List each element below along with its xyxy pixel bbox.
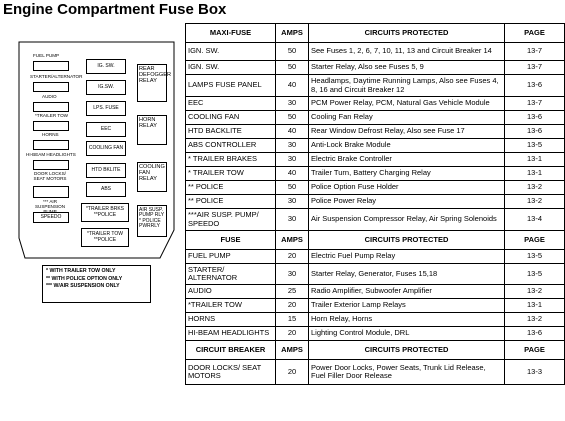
circuits-protected: Horn Relay, Horns — [309, 313, 505, 327]
fuse-label-hi-beam: HI-BEAM HEADLIGHTS — [26, 152, 76, 157]
table-row — [186, 181, 565, 195]
column-header: FUSE — [186, 231, 276, 250]
page-ref: 13-5 — [505, 250, 565, 264]
page-ref: 13-2 — [505, 195, 565, 209]
column-header: CIRCUITS PROTECTED — [309, 24, 505, 43]
fuse-label-audio: AUDIO — [42, 94, 57, 99]
fuse-amps: 50 — [276, 61, 309, 75]
column-header: MAXI-FUSE — [186, 24, 276, 43]
page-ref: 13-5 — [505, 264, 565, 285]
fuse-amps: 30 — [276, 97, 309, 111]
page-ref: 13-6 — [505, 111, 565, 125]
table-row — [186, 327, 565, 341]
fuse-name: STARTER/ ALTERNATOR — [186, 264, 276, 285]
fuse-amps: 30 — [276, 153, 309, 167]
circuits-protected: Police Power Relay — [309, 195, 505, 209]
fuse-trailer-tow-police: *TRAILER TOW **POLICE — [81, 228, 129, 247]
table-row — [186, 61, 565, 75]
table-row — [186, 313, 565, 327]
circuits-protected: Electric Brake Controller — [309, 153, 505, 167]
fuse-name: ** POLICE — [186, 181, 276, 195]
relay-cooling-fan: COOLING FAN RELAY — [137, 162, 167, 192]
fuse-name: ***AIR SUSP. PUMP/ SPEEDO — [186, 209, 276, 231]
page-ref: 13-3 — [505, 360, 565, 385]
fuse-amps: 40 — [276, 75, 309, 97]
fuse-name: FUEL PUMP — [186, 250, 276, 264]
page-ref: 13-6 — [505, 125, 565, 139]
fuse-name: * TRAILER BRAKES — [186, 153, 276, 167]
page-ref: 13-7 — [505, 97, 565, 111]
table-row — [186, 360, 565, 385]
column-header: PAGE — [505, 231, 565, 250]
fuse-amps: 30 — [276, 139, 309, 153]
fuse-lps: LPS. FUSE — [86, 101, 126, 116]
circuits-protected: Power Door Locks, Power Seats, Trunk Lid Release, Fuel Filler Door Release — [309, 360, 505, 385]
circuits-protected: Radio Amplifier, Subwoofer Amplifier — [309, 285, 505, 299]
fuse-name: ** POLICE — [186, 195, 276, 209]
fuse-amps: 30 — [276, 195, 309, 209]
fuse-table — [185, 23, 565, 385]
header-row-fuse — [186, 231, 565, 250]
circuits-protected: See Fuses 1, 2, 6, 7, 10, 11, 13 and Circuit Breaker 14 — [309, 43, 505, 61]
fuse-amps: 20 — [276, 250, 309, 264]
fuse-label-horns: HORNS — [42, 132, 59, 137]
table-row — [186, 264, 565, 285]
legend-item: * WITH TRAILER TOW ONLY — [46, 268, 116, 274]
fuse-amps: 20 — [276, 299, 309, 313]
table-row — [186, 285, 565, 299]
fuse-htd-bklite: HTD BKLITE — [86, 163, 126, 178]
fuse-name: LAMPS FUSE PANEL — [186, 75, 276, 97]
circuits-protected: Air Suspension Compressor Relay, Air Spring Solenoids — [309, 209, 505, 231]
relay-air-susp-police: AIR SUSP. PUMP RLY * POLICE PWRRLY — [137, 205, 167, 237]
table-row — [186, 153, 565, 167]
circuits-protected: Starter Relay, Also see Fuses 5, 9 — [309, 61, 505, 75]
header-row-circuit-breaker — [186, 341, 565, 360]
circuits-protected: Rear Window Defrost Relay, Also see Fuse 17 — [309, 125, 505, 139]
page-ref: 13-2 — [505, 313, 565, 327]
fuse-slot-audio — [33, 102, 69, 112]
fuse-eec: EEC — [86, 122, 126, 137]
fuse-slot-door-locks — [33, 186, 69, 198]
fuse-amps: 25 — [276, 285, 309, 299]
fuse-trailer-brks-police: *TRAILER BRKS **POLICE — [81, 203, 129, 222]
fuse-name: * TRAILER TOW — [186, 167, 276, 181]
column-header: AMPS — [276, 24, 309, 43]
circuits-protected: Lighting Control Module, DRL — [309, 327, 505, 341]
fuse-slot-speedo — [33, 212, 69, 223]
column-header: CIRCUITS PROTECTED — [309, 231, 505, 250]
fuse-amps: 15 — [276, 313, 309, 327]
page-ref: 13-1 — [505, 299, 565, 313]
circuits-protected: Trailer Turn, Battery Charging Relay — [309, 167, 505, 181]
fuse-slot-starter — [33, 82, 69, 92]
fuse-slot-horns — [33, 140, 69, 150]
column-header: PAGE — [505, 24, 565, 43]
page-ref: 13-7 — [505, 43, 565, 61]
page-title: Engine Compartment Fuse Box — [3, 1, 227, 18]
table-row — [186, 299, 565, 313]
table-row — [186, 195, 565, 209]
column-header: PAGE — [505, 341, 565, 360]
page-ref: 13-4 — [505, 209, 565, 231]
page-ref: 13-5 — [505, 139, 565, 153]
fuse-amps: 50 — [276, 43, 309, 61]
table-row — [186, 43, 565, 61]
circuits-protected: Electric Fuel Pump Relay — [309, 250, 505, 264]
fuse-name: HTD BACKLITE — [186, 125, 276, 139]
fuse-name: COOLING FAN — [186, 111, 276, 125]
table-row — [186, 97, 565, 111]
header-row-maxi — [186, 24, 565, 43]
fuse-name: IGN. SW. — [186, 43, 276, 61]
fuse-name: EEC — [186, 97, 276, 111]
page-ref: 13-2 — [505, 285, 565, 299]
table-row — [186, 250, 565, 264]
column-header: CIRCUIT BREAKER — [186, 341, 276, 360]
fuse-ign-sw-1: IG. SW. — [86, 59, 126, 74]
page-ref: 13-6 — [505, 327, 565, 341]
fuse-name: DOOR LOCKS/ SEAT MOTORS — [186, 360, 276, 385]
fuse-slot-trailer-tow — [33, 121, 69, 131]
table-row — [186, 75, 565, 97]
fuse-amps: 50 — [276, 111, 309, 125]
fuse-amps: 40 — [276, 125, 309, 139]
fuse-cooling-fan: COOLING FAN — [86, 141, 126, 156]
table-row — [186, 111, 565, 125]
fuse-amps: 20 — [276, 327, 309, 341]
table-row — [186, 125, 565, 139]
fuse-amps: 40 — [276, 167, 309, 181]
fuse-label-starter: STARTER/ALTERNATOR — [30, 74, 83, 79]
column-header: CIRCUITS PROTECTED — [309, 341, 505, 360]
fuse-name: ABS CONTROLLER — [186, 139, 276, 153]
column-header: AMPS — [276, 231, 309, 250]
circuits-protected: Police Option Fuse Holder — [309, 181, 505, 195]
relay-horn: HORN RELAY — [137, 115, 167, 145]
circuits-protected: Anti-Lock Brake Module — [309, 139, 505, 153]
fuse-name: IGN. SW. — [186, 61, 276, 75]
page-ref: 13-1 — [505, 167, 565, 181]
fuse-ign-sw-2: IG.SW. — [86, 80, 126, 95]
fuse-label-fuel-pump: FUEL PUMP — [33, 53, 60, 58]
page-ref: 13-1 — [505, 153, 565, 167]
fuse-slot-hi-beam — [33, 160, 69, 170]
fuse-amps: 50 — [276, 181, 309, 195]
fuse-label-trailer-tow: *TRAILER TOW — [35, 113, 69, 118]
fuse-name: HI-BEAM HEADLIGHTS — [186, 327, 276, 341]
relay-rear-defogger: REAR DEFOGGER RELAY — [137, 64, 167, 102]
circuits-protected: Headlamps, Daytime Running Lamps, Also see Fuses 4, 8, 16 and Circuit Breaker 12 — [309, 75, 505, 97]
fuse-label-door-locks: DOOR LOCKS/ SEAT MOTORS — [33, 171, 67, 181]
circuits-protected: Trailer Exterior Lamp Relays — [309, 299, 505, 313]
column-header: AMPS — [276, 341, 309, 360]
speedo-label: SPEEDO — [40, 213, 62, 220]
fuse-slot-fuel-pump — [33, 61, 69, 71]
table-row — [186, 139, 565, 153]
page-ref: 13-7 — [505, 61, 565, 75]
table-row — [186, 167, 565, 181]
fuse-name: *TRAILER TOW — [186, 299, 276, 313]
fuse-table-body — [186, 24, 565, 385]
circuits-protected: PCM Power Relay, PCM, Natural Gas Vehicle Module — [309, 97, 505, 111]
fuse-name: AUDIO — [186, 285, 276, 299]
table-row — [186, 209, 565, 231]
circuits-protected: Cooling Fan Relay — [309, 111, 505, 125]
fuse-abs: ABS — [86, 182, 126, 197]
page-ref: 13-2 — [505, 181, 565, 195]
fuse-box-diagram — [0, 0, 185, 421]
fuse-amps: 20 — [276, 360, 309, 385]
circuits-protected: Starter Relay, Generator, Fuses 15,18 — [309, 264, 505, 285]
fuse-name: HORNS — [186, 313, 276, 327]
page-ref: 13-6 — [505, 75, 565, 97]
legend — [42, 265, 151, 303]
legend-item: *** W/AIR SUSPENSION ONLY — [46, 283, 120, 290]
fuse-label-air-suspension: *** AIR SUSPENSION — [34, 199, 66, 209]
fuse-amps: 30 — [276, 264, 309, 285]
fuse-amps: 30 — [276, 209, 309, 231]
legend-item: ** WITH POLICE OPTION ONLY — [46, 275, 123, 282]
